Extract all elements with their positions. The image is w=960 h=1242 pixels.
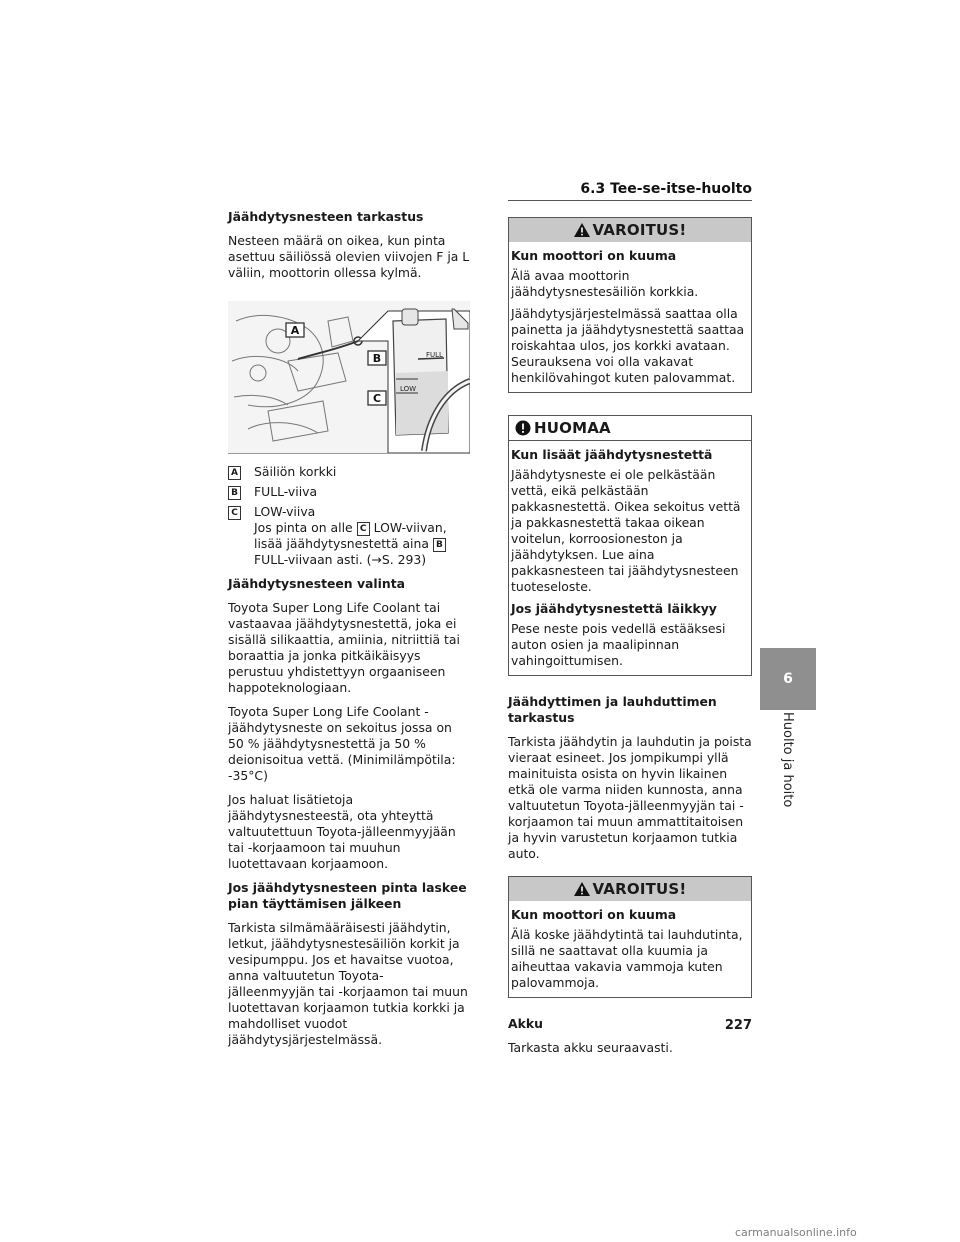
legend-key-a: A	[228, 466, 241, 480]
page-number: 227	[724, 1018, 752, 1033]
warning-triangle-icon	[574, 882, 590, 896]
chapter-label: Huolto ja hoito	[780, 712, 795, 808]
low-mark: LOW	[400, 385, 417, 393]
legend-c-mid: LOW-viivan, lisää jäähdytysnestettä aina	[254, 520, 447, 551]
legend-item-c	[228, 504, 470, 568]
legend-item-a	[228, 464, 470, 480]
heading-coolant-drops: Jos jäähdytysnesteen pinta laskee pian täyttämisen jälkeen	[228, 880, 467, 911]
inline-key-c: C	[357, 522, 370, 536]
full-mark: FULL	[426, 351, 443, 359]
warning-box-2	[508, 876, 752, 998]
callout-b: B	[372, 352, 382, 365]
warning-1-para-2: Jäähdytysjärjestelmässä saattaa olla painetta ja jäähdytysnestettä saattaa roiskahtaa ulos, jos korkki avataan. Seurauksena voi olla vakavat henkilövahingot kuten palovammat.	[511, 306, 745, 385]
legend-text-c: LOW-viiva	[254, 504, 316, 519]
para-radiator: Tarkista jäähdytin ja lauhdutin ja poista vieraat esineet. Jos jompikumpi yllä mainituista osista on hyvin likainen etkä ole varma niiden kunnosta, anna valtuutetun Toyota-jälleenmyyjän tai -korjaamon tai muun ammattitaitoisen ja hyvin varustetun korjaamon tutkia auto.	[508, 734, 752, 861]
legend-key-c: C	[228, 506, 241, 520]
legend-text-a: Säiliön korkki	[254, 464, 337, 479]
warning-2-subheading: Kun moottori on kuuma	[511, 907, 677, 922]
warning-header-2	[509, 877, 751, 901]
notice-para-1: Jäähdytysneste ei ole pelkästään vettä, eikä pelkästään pakkasnestettä. Oikea sekoitus vettä ja pakkasnestettä takaa oikean voitelun, korroosioneston ja jäähdytyksen. Lue aina pakkasnesteen tai jäähdytysnesteen tuoteseloste.	[511, 467, 741, 594]
coolant-reservoir-figure	[228, 301, 470, 454]
section-title: 6.3 Tee-se-itse-huolto	[580, 181, 752, 197]
legend-key-b: B	[228, 486, 241, 500]
callout-a: A	[290, 324, 300, 337]
legend-item-b	[228, 484, 470, 500]
para-coolant-drops: Tarkista silmämääräisesti jäähdytin, letkut, jäähdytysnestesäiliön korkit ja vesipumppu. Jos et havaitse vuotoa, anna valtuutetun Toyota-jälleenmyyjän tai -korjaamon tai muun luotettavan korjaamon tutkia korkki ja mahdolliset vuodot jäähdytysjärjestelmässä.	[228, 920, 468, 1047]
warning-header-1	[509, 218, 751, 242]
chapter-label-container	[760, 712, 816, 822]
notice-para-2: Pese neste pois vedellä estääksesi auton osien ja maalipinnan vahingoittumisen.	[511, 621, 726, 668]
notice-box	[508, 415, 752, 676]
notice-subheading-2: Jos jäähdytysnestettä läikkyy	[511, 601, 717, 616]
notice-subheading-1: Kun lisäät jäähdytysnestettä	[511, 447, 713, 462]
warning-1-para-1: Älä avaa moottorin jäähdytysnestesäiliön korkkia.	[511, 268, 699, 299]
chapter-tab[interactable]: 6	[760, 648, 816, 710]
legend-c-pre: Jos pinta on alle	[254, 520, 353, 535]
warning-title-2: VAROITUS!	[592, 880, 687, 898]
para-selection-3: Jos haluat lisätietoja jäähdytysnesteestä, ota yhteyttä valtuutettuun Toyota-jälleenmyyjään tai -korjaamoon tai muuhun luotettavaan korjaamoon.	[228, 792, 456, 871]
warning-2-para-1: Älä koske jäähdytintä tai lauhdutinta, sillä ne saattavat olla kuumia ja aiheuttaa vakavia vammoja kuten palovammoja.	[511, 927, 743, 990]
legend-c-post: FULL-viivaan asti. (→S. 293)	[254, 552, 427, 567]
left-column	[228, 209, 470, 1056]
inline-key-b: B	[433, 538, 446, 552]
warning-triangle-icon	[574, 223, 590, 237]
warning-title-1: VAROITUS!	[592, 221, 687, 239]
notice-header	[509, 416, 751, 441]
warning-box-1	[508, 217, 752, 393]
notice-icon	[515, 420, 531, 436]
callout-c: C	[372, 392, 382, 405]
heading-radiator: Jäähdyttimen ja lauhduttimen tarkastus	[508, 694, 717, 725]
header-rule	[508, 200, 752, 201]
heading-coolant-check: Jäähdytysnesteen tarkastus	[228, 209, 424, 224]
legend-c-detail	[254, 520, 470, 568]
heading-coolant-selection: Jäähdytysnesteen valinta	[228, 576, 405, 591]
para-battery: Tarkasta akku seuraavasti.	[508, 1040, 673, 1055]
para-coolant-check: Nesteen määrä on oikea, kun pinta asettuu säiliössä olevien viivojen F ja L väliin, moottorin ollessa kylmä.	[228, 233, 470, 280]
notice-title: HUOMAA	[534, 419, 611, 437]
warning-1-subheading: Kun moottori on kuuma	[511, 248, 677, 263]
heading-battery: Akku	[508, 1016, 543, 1031]
engine-illustration	[228, 301, 470, 453]
para-selection-2: Toyota Super Long Life Coolant -jäähdytysneste on sekoitus jossa on 50 % jäähdytysnestettä ja 50 % deionisoitua vettä. (Minimilämpötila: -35°C)	[228, 704, 456, 783]
legend-text-b: FULL-viiva	[254, 484, 318, 499]
right-column	[508, 217, 752, 1064]
watermark: carmanualsonline.info	[735, 1226, 857, 1239]
para-selection-1: Toyota Super Long Life Coolant tai vastaavaa jäähdytysnestettä, joka ei sisällä silikaattia, amiinia, nitriittiä tai boraattia ja jonka pitkäikäisyys perustuu yhdistettyyn orgaaniseen happoteknologiaan.	[228, 600, 460, 695]
